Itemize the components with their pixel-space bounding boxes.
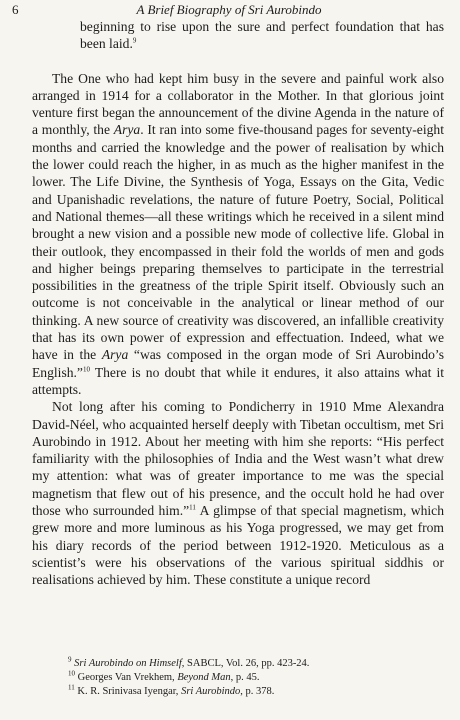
- footnote-9: $^9$ Sri Aurobindo on Himself, SABCL, Vol. 26, pp. 423-24.: [68, 655, 310, 669]
- footnote-10: $^{10}$ Georges Van Vrekhem, Beyond Man, p. 45.: [68, 669, 260, 683]
- footnote-ref-10: 10: [82, 365, 90, 374]
- arya-title: Arya: [113, 122, 141, 138]
- footnote-ref-11: 11: [189, 503, 196, 512]
- body-text: [32, 18, 444, 589]
- footnote-11: $^{11}$ K. R. Srinivasa Iyengar, Sri Aurobindo, p. 378.: [68, 683, 275, 697]
- page-number: 6: [12, 2, 19, 17]
- paragraph-2: Not long after his coming to Pondicherry in 1910 Mme Alexandra David-Néel, who acquainted herself deeply with Tibetan occultism, met Sri Aurobindo in 1912. About her meeting with him she reports: “His perfect familiarity with the philosophies of India and the West wasn’t what drew my attention: what was of greater importance to me was the special magnetism that flew out of his presence, and the occult hold he had over those who surrounded him.”$^{11}$ A glimpse of that special magnetism, which grew more and more luminous as his Yoga progressed, we may get from his diary records of the period between 1912-1920. Meticulous as a scientist’s were his observations of the various spiritual siddhis or realisations achieved by him. These constitute a unique record: [32, 399, 444, 588]
- arya-title: Arya: [101, 347, 129, 363]
- quote-continuation: beginning to rise upon the sure and perfect foundation that has been laid.$^9$: [80, 19, 444, 52]
- paragraph-1: The One who had kept him busy in the severe and painful work also arranged in 1914 for a collaborator in the Mother. In that glorious joint venture first began the announcement of the divine Agenda in the nature of a monthly, the Arya. It ran into some five-thousand pages for seventy-eight months and carried the knowledge and the power of realisation by which the lower could reach the higher, in as much as the higher manifest in the lower. The Life Divine, the Synthesis of Yoga, Essays on the Gita, Vedic and Upanishadic revelations, the nature of future Poetry, Social, Political and National themes—all these writings which he received in a silent mind brought a new vision and a possible new mode of collective life. Global in their outlook, they encompassed in their fold the worlds of men and gods and higher beings preparing themselves to participate in the terrestrial possibilities in the greatness of the triple Spirit itself. Obviously such an outcome is not conceivable in the analytical or linear method of our thinking. A new source of creativity was discovered, an infallible creativity that has its own power of expression and effectuation. Indeed, what we have in the Arya “was composed in the organ mode of Sri Aurobindo’s English.”$^{10}$ There is no doubt that while it endures, it also attains what it attempts.: [32, 70, 444, 397]
- running-title: A Brief Biography of Sri Aurobindo: [136, 2, 322, 17]
- footnotes: [68, 657, 444, 699]
- footnote-ref-9: 9: [132, 36, 137, 45]
